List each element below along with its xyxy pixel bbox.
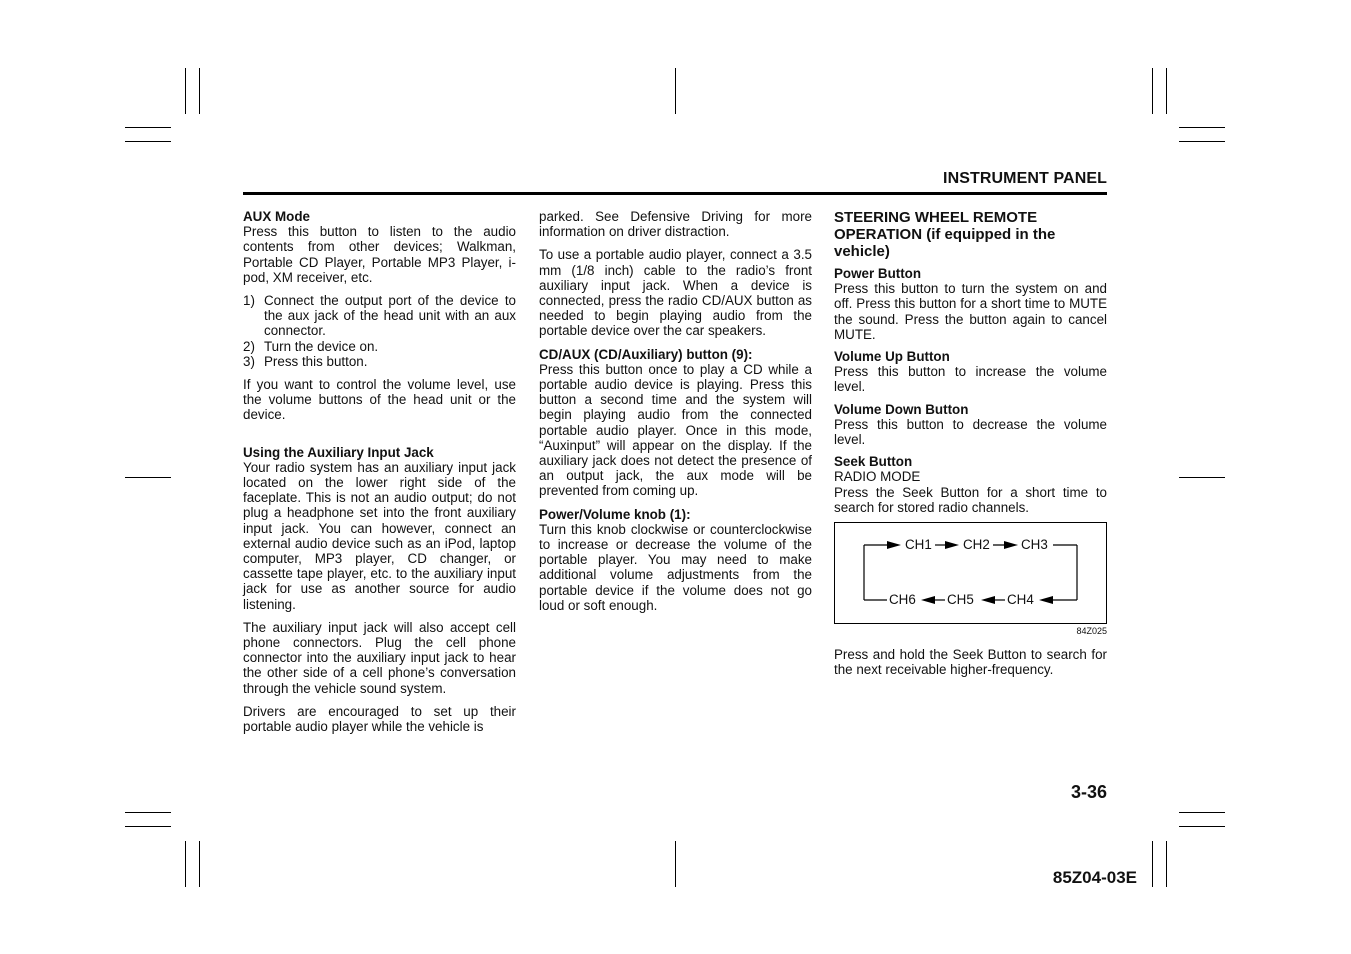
crop-mark [1179, 127, 1225, 128]
aux-jack-heading: Using the Auxiliary Input Jack [243, 444, 434, 460]
cd-aux-text: Press this button once to play a CD while a portable audio device is playing. Press this button a second time and the system will begin playing audio from the connected portable audio player. Once in this mode, “Auxinput” will appear on the display. If the auxiliary jack does not detect the presence of an output jack, the aux mode will be prevented from coming up. [539, 361, 812, 499]
arrow-left-icon [981, 596, 995, 604]
crop-mark [199, 841, 200, 887]
crop-mark [675, 841, 676, 887]
crop-mark [1152, 841, 1153, 887]
volume-down-text: Press this button to decrease the volume level. [834, 416, 1107, 448]
arrow-right-icon [887, 541, 901, 549]
arrow-right-icon [1004, 541, 1018, 549]
step-text: Connect the output port of the device to the aux jack of the head unit with an aux connector. [264, 293, 516, 339]
step-number: 1) [243, 293, 255, 309]
volume-down-block [834, 402, 1107, 448]
aux-jack-text: Your radio system has an auxiliary input jack located on the lower right side of the faceplate. This is not an audio output; do not plug a headphone set into the front auxiliary input jack. You can however, connect an external audio device such as an iPod, laptop computer, MP3 player, CD changer, or cassette tape player, etc. to the auxiliary input jack for use as another source for audio listening. [243, 459, 516, 612]
crop-mark [185, 841, 186, 887]
channel-label: CH5 [947, 592, 974, 608]
seek-button-block [834, 454, 1107, 515]
aux-mode-heading: AUX Mode [243, 209, 310, 224]
crop-mark [675, 68, 676, 114]
step-number: 3) [243, 353, 255, 369]
arrow-left-icon [1039, 596, 1053, 604]
list-item [243, 339, 516, 354]
continued-text: parked. See Defensive Driving for more information on driver distraction. [539, 209, 812, 240]
crop-mark [1179, 141, 1225, 142]
seek-channel-diagram [834, 522, 1107, 624]
page-number: 3-36 [1070, 782, 1107, 802]
cell-phone-text: The auxiliary input jack will also accept cell phone connectors. Plug the cell phone connector into the auxiliary input jack to hear the other side of a cell phone’s conversation through the vehicle sound system. [243, 619, 516, 696]
power-button-heading: Power Button [834, 266, 922, 281]
step-text: Press this button. [264, 353, 368, 369]
seek-button-heading: Seek Button [834, 454, 913, 470]
crop-mark [125, 477, 171, 478]
list-item [243, 354, 516, 369]
channel-label: CH6 [889, 592, 916, 608]
portable-player-text: To use a portable audio player, connect a 3.5 mm (1/8 inch) cable to the radio’s front auxiliary input jack. When a device is connected, press the radio CD/AUX button as needed to begin playing audio from the portable device over the car speakers. [539, 247, 812, 339]
crop-mark [1179, 477, 1225, 478]
channel-label: CH3 [1021, 537, 1048, 553]
column-middle [539, 209, 812, 621]
crop-mark [1166, 841, 1167, 887]
section-header-title: INSTRUMENT PANEL [943, 170, 1107, 187]
diagram-code: 84Z025 [1076, 626, 1107, 637]
crop-mark [125, 127, 171, 128]
volume-up-block [834, 349, 1107, 395]
document-code: 85Z04-03E [1052, 868, 1137, 887]
crop-mark [199, 68, 200, 114]
power-volume-knob-text: Turn this knob clockwise or counterclockwise to increase or decrease the volume of the portable player. You may need to make additional volume adjustments from the portable device if the volume does not go loud or soft enough. [539, 521, 812, 613]
drivers-text: Drivers are encouraged to set up their portable audio player while the vehicle is [243, 703, 516, 735]
crop-mark [125, 812, 171, 813]
cd-aux-heading: CD/AUX (CD/Auxiliary) button (9): [539, 346, 753, 362]
column-left [243, 209, 516, 742]
seek-hold-text: Press and hold the Seek Button to search for the next receivable higher-frequency. [834, 647, 1107, 678]
channel-label: CH4 [1007, 592, 1034, 608]
channel-label: CH1 [905, 537, 932, 553]
column-right [834, 209, 1107, 685]
power-button-block [834, 266, 1107, 342]
channel-label: CH2 [963, 537, 990, 553]
crop-mark [125, 826, 171, 827]
crop-mark [1166, 68, 1167, 114]
crop-mark [1179, 826, 1225, 827]
aux-mode-text: Press this button to listen to the audio contents from other devices; Walkman, Portable CD Player, Portable MP3 Player, i-pod, XM receiver, etc. [243, 224, 516, 285]
arrow-left-icon [921, 596, 935, 604]
step-number: 2) [243, 338, 255, 354]
crop-mark [1152, 68, 1153, 114]
crop-mark [1179, 812, 1225, 813]
steering-remote-heading: STEERING WHEEL REMOTE OPERATION (if equipped in the vehicle) [834, 209, 1056, 260]
volume-control-text: If you want to control the volume level, use the volume buttons of the head unit or the device. [243, 377, 516, 423]
power-volume-knob-heading: Power/Volume knob (1): [539, 506, 691, 522]
step-text: Turn the device on. [264, 338, 379, 354]
aux-steps-list [243, 293, 516, 369]
seek-button-text: Press the Seek Button for a short time to search for stored radio channels. [834, 484, 1107, 515]
list-item [243, 293, 516, 339]
seek-radio-mode: RADIO MODE [834, 469, 921, 485]
volume-up-text: Press this button to increase the volume level. [834, 364, 1107, 395]
volume-down-heading: Volume Down Button [834, 401, 969, 417]
power-button-text: Press this button to turn the system on and off. Press this button for a short time to MUTE the sound. Press the button again to cancel MUTE. [834, 281, 1107, 342]
crop-mark [125, 141, 171, 142]
header-rule [243, 192, 1107, 195]
arrow-right-icon [945, 541, 959, 549]
volume-up-heading: Volume Up Button [834, 349, 950, 365]
crop-mark [185, 68, 186, 114]
